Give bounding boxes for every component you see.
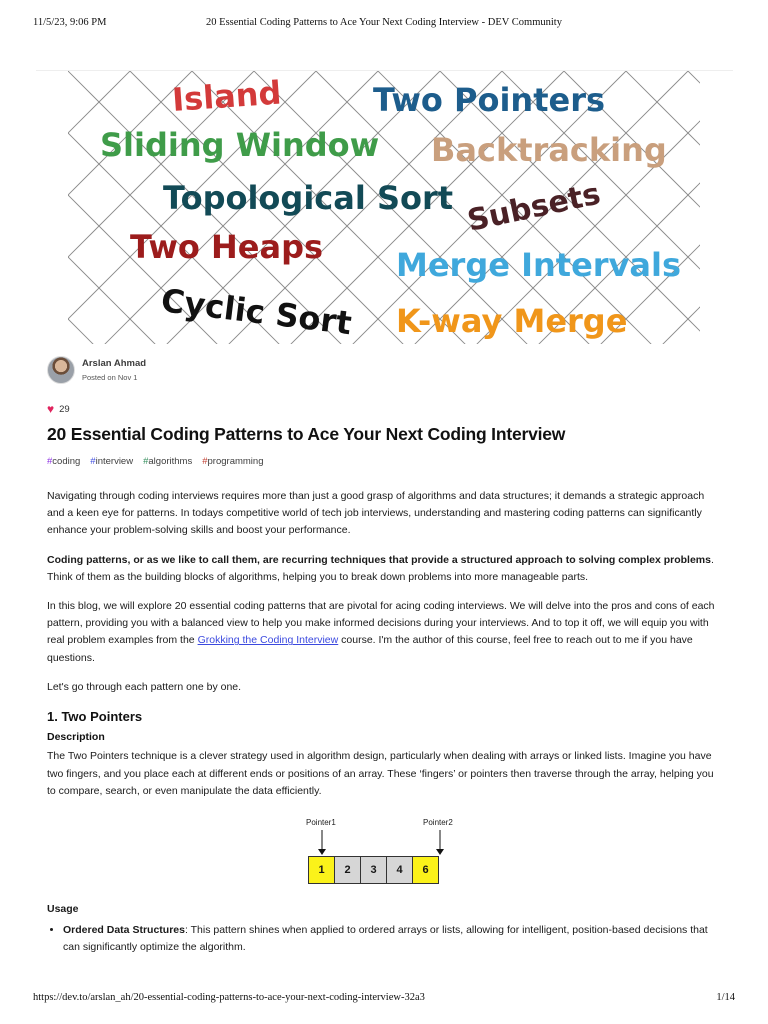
pattern-stroke [99,288,130,319]
article-title: 20 Essential Coding Patterns to Ace Your Next Coding Interview [47,424,566,444]
pattern-stroke [657,102,688,133]
banner-word-merge-intervals: Merge Intervals [396,246,682,284]
pattern-stroke [68,71,99,102]
usage-list [47,922,723,956]
tag-label: algorithms [148,456,193,467]
pattern-stroke [99,71,130,102]
pattern-stroke [99,226,130,257]
reaction-count: 29 [59,403,70,415]
banner-word-k-way-merge: K-way Merge [396,302,628,340]
tag-coding[interactable] [47,456,80,467]
pattern-stroke [688,319,700,344]
banner-word-island: Island [170,73,283,119]
pattern-stroke [130,164,161,195]
pointer1-arrow-head [318,849,326,855]
author-block [47,355,146,385]
pattern-stroke [130,195,161,226]
cover-image [68,71,700,344]
cover-image-canvas [68,71,700,344]
transition-paragraph: Let's go through each pattern one by one. [47,680,242,693]
tag-label: interview [95,456,134,467]
print-url: https://dev.to/arslan_ah/20-essential-coding-patterns-to-ace-your-next-coding-interview-32a3 [33,992,425,1003]
print-datetime: 11/5/23, 9:06 PM [33,17,107,28]
pattern-stroke [688,102,700,133]
banner-word-backtracking: Backtracking [431,131,667,169]
pattern-stroke [688,288,700,319]
pattern-stroke [657,288,688,319]
array-cell: 6 [412,856,439,884]
print-header [0,17,768,33]
definition-rest: . Think of them as the building blocks of algorithms, helping you to break down problems into more manageable parts. [47,553,714,583]
pointer2-arrow-head [436,849,444,855]
overview-text-start: In this blog, we will explore 20 essential coding patterns that are pivotal for acing coding interviews. We will delve into the pros and cons of each pattern, providing you with a balanced view to help you make informed decisions during your interviews. And to top it off, we will equip you with real problem examples from the [47,600,715,647]
banner-word-sliding-window: Sliding Window [100,126,380,164]
pointer1-label: Pointer1 [306,818,336,827]
array-cell: 2 [334,856,361,884]
array-cells [308,856,438,884]
array-cell: 1 [308,856,335,884]
pattern-stroke [99,319,130,344]
usage-section [47,901,723,957]
pattern-stroke [347,226,378,257]
pattern-stroke [688,133,700,164]
banner-word-cyclic-sort: Cyclic Sort [159,281,354,343]
overview-text-end: course. I'm the author of this course, feel free to reach out to me if you have questions. [47,634,693,664]
pattern-stroke [657,71,688,102]
pattern-stroke [378,133,409,164]
pattern-stroke [130,71,161,102]
pattern-stroke [347,257,378,288]
pattern-stroke [68,195,99,226]
post-date: Posted on Nov 1 [82,372,138,382]
tag-label: coding [52,456,81,467]
banner-word-subsets: Subsets [464,176,604,239]
pattern-stroke [130,319,161,344]
list-item [63,922,723,956]
pattern-stroke [347,319,378,344]
section-two-pointers-heading: 1. Two Pointers [47,709,143,725]
pattern-stroke [285,71,316,102]
pattern-stroke [99,164,130,195]
pattern-stroke [99,195,130,226]
blog-overview-paragraph [47,598,723,667]
author-name[interactable]: Arslan Ahmad [82,358,147,369]
coding-patterns-paragraph [47,552,723,586]
pattern-stroke [68,319,99,344]
bold-definition: Coding patterns, or as we like to call them, are recurring techniques that provide a structured approach to solving complex problems [47,553,711,566]
pointer2-label: Pointer2 [423,818,453,827]
tag-interview[interactable] [90,456,133,467]
banner-word-two-pointers: Two Pointers [373,81,606,119]
intro-paragraph: Navigating through coding interviews requires more than just a good grasp of algorithms and data structures; it demands a strategic approach and a keen eye for patterns. In todays competitive world of tech job interviews, understanding and mastering coding patterns can significantly enhance your problem-solving skills and boost your performance. [47,490,705,537]
pattern-stroke [68,102,99,133]
avatar[interactable] [47,356,75,384]
pattern-stroke [316,71,347,102]
tag-hash: # [47,456,53,467]
pattern-stroke [657,195,688,226]
array-cell: 3 [360,856,387,884]
print-page-title: 20 Essential Coding Patterns to Ace Your Next Coding Interview - DEV Community [206,17,562,28]
pattern-stroke [626,288,657,319]
heart-icon: ♥ [47,402,55,416]
pattern-stroke [68,164,99,195]
pattern-stroke [657,319,688,344]
pattern-stroke [626,102,657,133]
pattern-stroke [626,195,657,226]
usage-heading: Usage [47,903,79,915]
pattern-stroke [688,164,700,195]
two-pointers-diagram [306,818,456,892]
banner-word-two-heaps: Two Heaps [130,228,324,266]
pattern-stroke [688,226,700,257]
usage-item-title: Ordered Data Structures [63,924,185,937]
tag-label: programming [207,456,264,467]
pattern-stroke [68,133,99,164]
description-heading: Description [47,731,105,744]
pattern-stroke [161,319,192,344]
pattern-stroke [688,71,700,102]
description-paragraph: The Two Pointers technique is a clever strategy used in algorithm design, particularly when dealing with arrays or linked lists. Imagine you have two fingers, and you place each at different ends or positions of an array. These ‘fingers’ or pointers then traverse through the array, helping you to compare, search, or even manipulate the data efficiently. [47,750,714,797]
pattern-stroke [68,288,99,319]
tag-hash: # [202,456,208,467]
reactions[interactable] [47,402,70,416]
tag-list [47,456,263,467]
array-cell: 4 [386,856,413,884]
tag-hash: # [143,456,149,467]
tag-hash: # [90,456,96,467]
usage-item-text: : This pattern shines when applied to ordered arrays or lists, allowing for intelligent, position-based decisions that can significantly optimize the algorithm. [63,924,708,954]
print-footer [0,992,768,1008]
pattern-stroke [688,195,700,226]
pattern-stroke [68,226,99,257]
pattern-stroke [626,71,657,102]
tag-programming[interactable] [202,456,263,467]
pattern-stroke [688,257,700,288]
pattern-stroke [130,288,161,319]
article-body [47,488,723,812]
grokking-course-link[interactable]: Grokking the Coding Interview [197,634,339,647]
print-page-number: 1/14 [716,992,735,1003]
pattern-stroke [68,257,99,288]
banner-word-topological-sort: Topological Sort [163,179,454,217]
tag-algorithms[interactable] [143,456,192,467]
pattern-stroke [626,319,657,344]
pattern-stroke [99,257,130,288]
